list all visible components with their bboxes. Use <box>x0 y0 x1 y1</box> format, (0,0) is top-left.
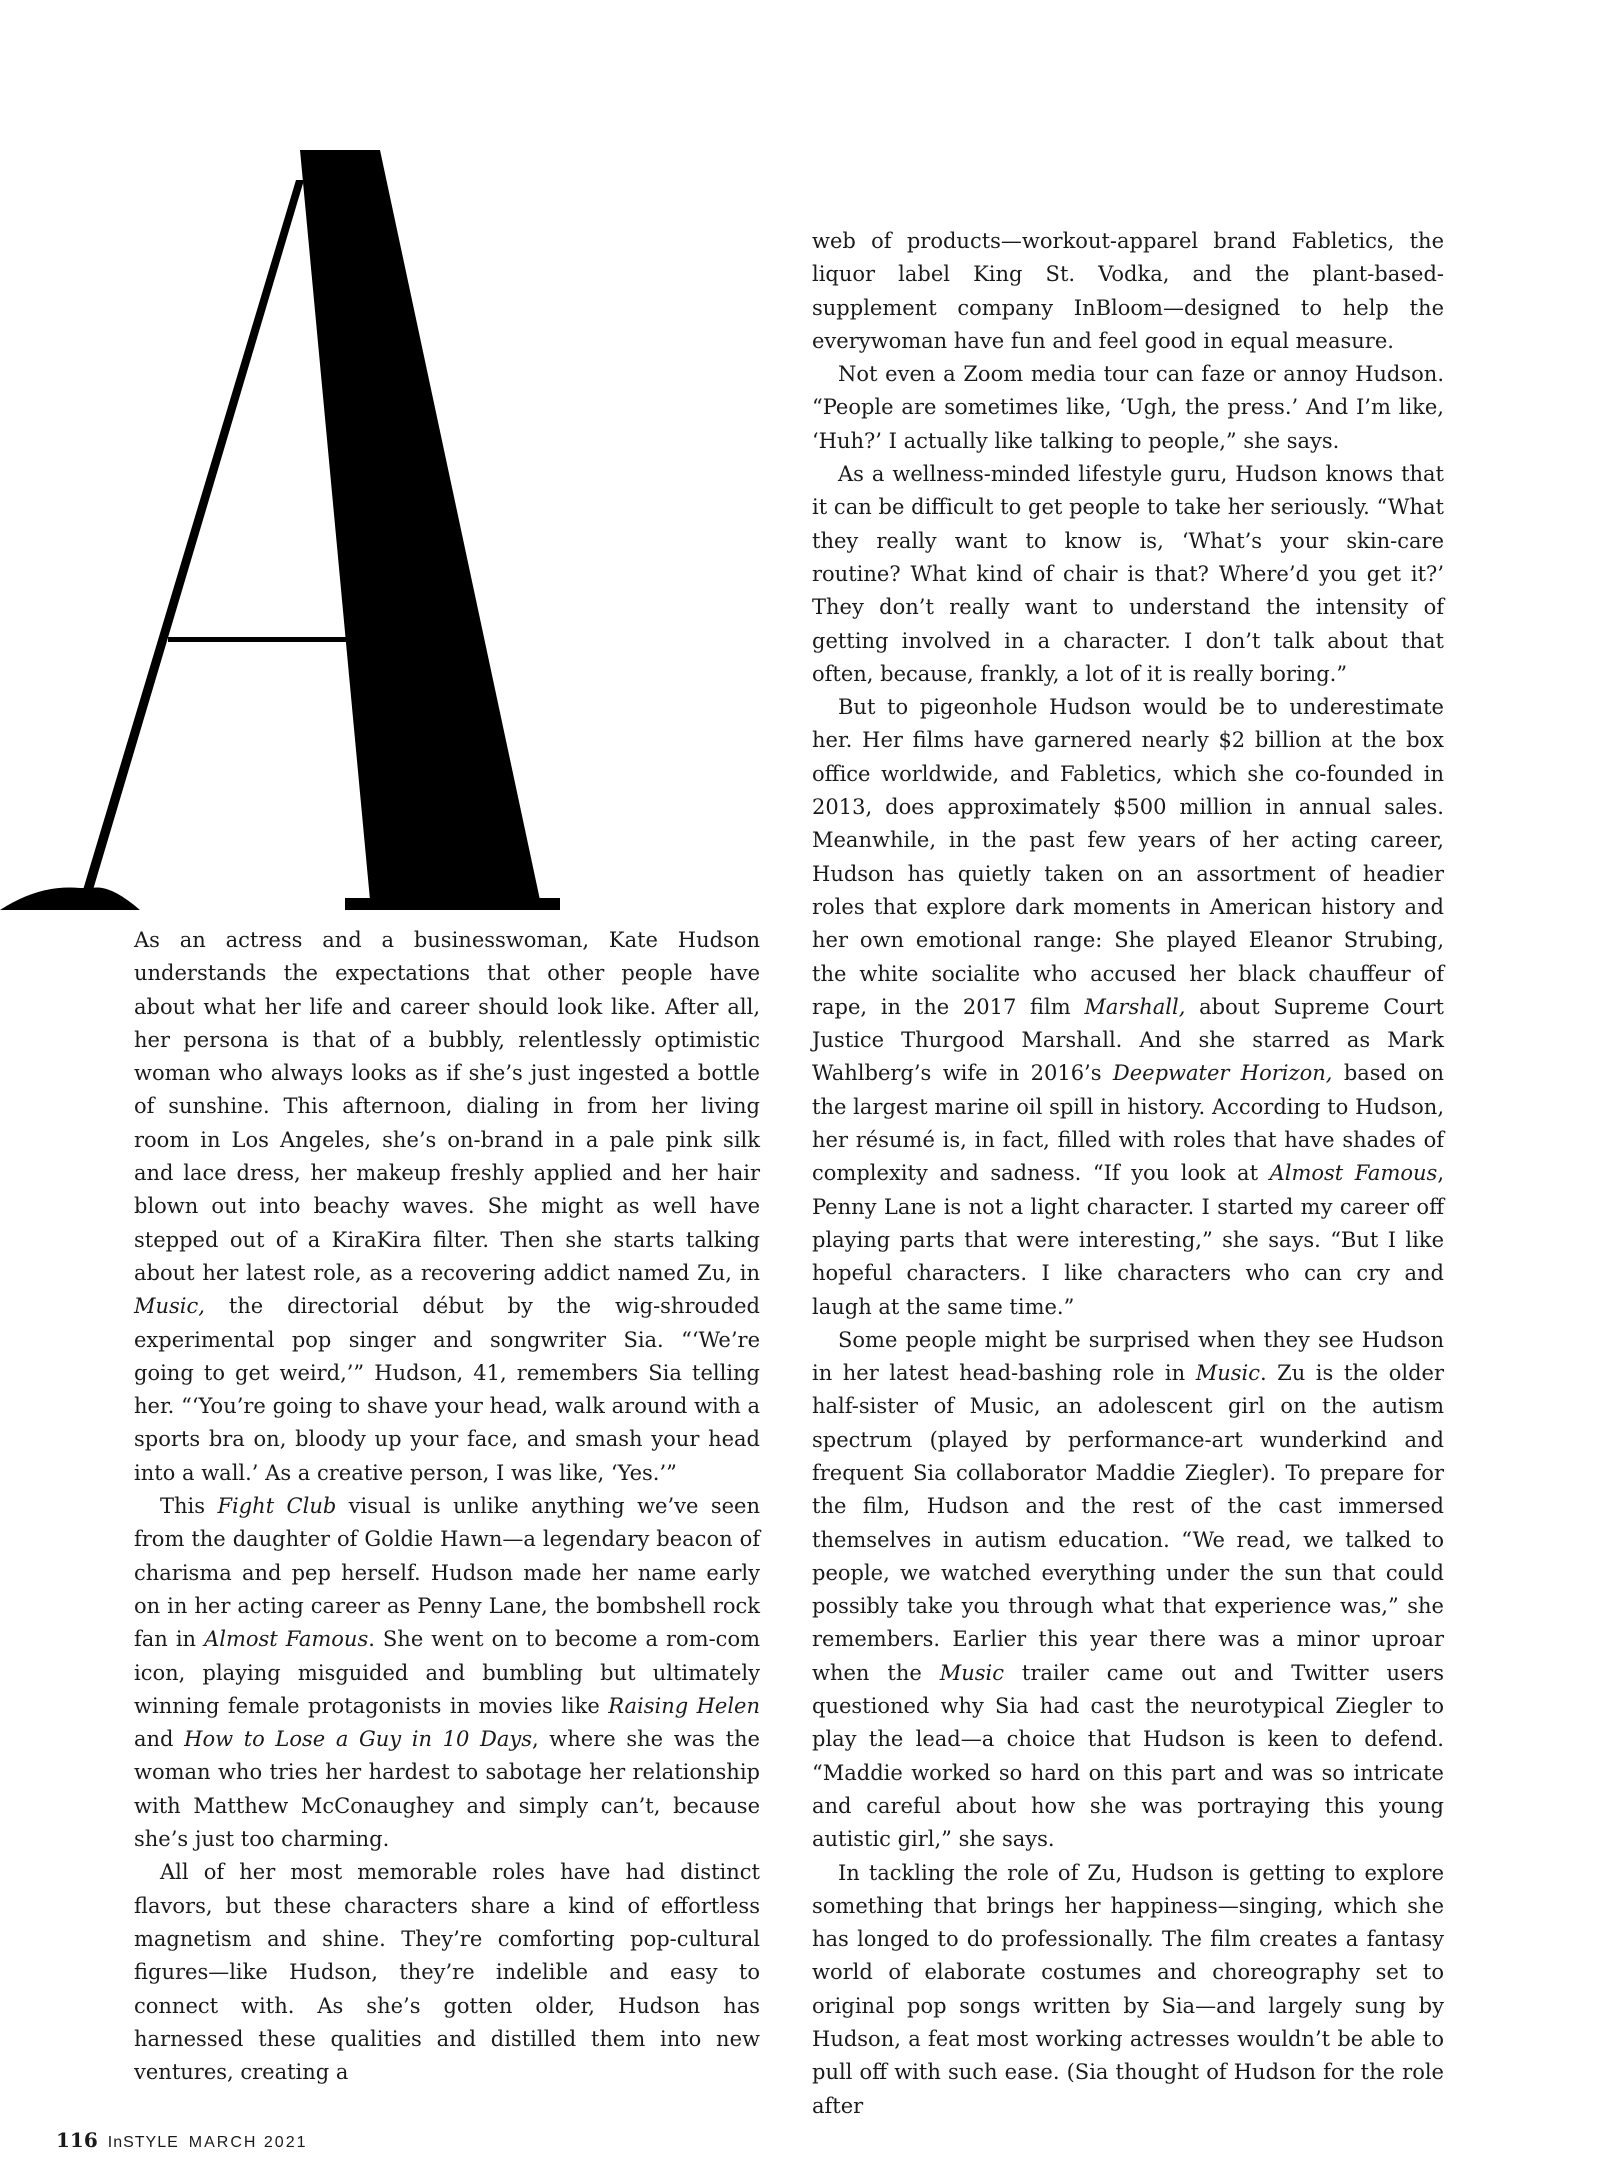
paragraph-text: , where she was the woman who tries her hardest to sabotage her relationship with Matthew McConaughey and simply can’t, because she’s just too charming. <box>134 1727 760 1852</box>
paragraph-text: In tackling the role of Zu, Hudson is getting to explore something that brings her happiness—singing, which she has longed to do professionally. The film creates a fantasy world of elaborate costumes and choreography set to original pop songs written by Sia—and largely sung by Hudson, a feat most working actresses wouldn’t be able to pull off with such ease. (Sia thought of Hudson for the role after <box>812 1860 1444 2118</box>
paragraph-text: But to pigeonhole Hudson would be to underestimate her. Her films have garnered nearly $2 billion at the box office worldwide, and Fabletics, which she co-founded in 2013, does approximately $500 million in annual sales. Meanwhile, in the past few years of her acting career, Hudson has quietly taken on an assortment of headier roles that explore dark moments in American history and her own emotional range: She played Eleanor Strubing, the white socialite who accused her black chauffeur of rape, in the 2017 film <box>812 695 1444 1019</box>
article-paragraph <box>812 1857 1444 2123</box>
paragraph-text: based on the largest marine oil spill in history. According to Hudson, her résumé is, in fact, filled with roles that have shades of complexity and sadness. “If you look at <box>812 1061 1444 1186</box>
italic-title-text: Deepwater Horizon, <box>1112 1061 1333 1086</box>
article-paragraph <box>134 924 760 1490</box>
article-paragraph <box>812 358 1444 458</box>
paragraph-text: As a wellness-minded lifestyle guru, Hudson knows that it can be difficult to get people to take her seriously. “What they really want to know is, ‘What’s your skin-care routine? What kind of chair is that? Where’d you get it?’ They don’t really want to understand the intensity of getting involved in a character. I don’t talk about that often, because, frankly, a lot of it is really boring.” <box>812 462 1444 686</box>
page-footer <box>56 2128 307 2152</box>
italic-title-text: How to Lose a Guy in 10 Days <box>184 1727 532 1752</box>
paragraph-text: This <box>160 1494 218 1519</box>
paragraph-text: and <box>134 1727 185 1752</box>
paragraph-text: visual is unlike anything we’ve seen from the daughter of Goldie Hawn—a legendary beacon of charisma and pep herself. Hudson made her name early on in her acting career as Penny Lane, the bombshell rock fan in <box>134 1494 760 1652</box>
italic-title-text: Almost Famous <box>1269 1161 1438 1186</box>
article-column-right <box>812 225 1444 2123</box>
paragraph-text: All of her most memorable roles have had distinct flavors, but these characters share a kind of effortless magnetism and shine. They’re comforting pop-cultural figures—like Hudson, they’re indelible and easy to connect with. As she’s gotten older, Hudson has harnessed these qualities and distilled them into new ventures, creating a <box>134 1860 760 2085</box>
dropcap-letter-a <box>0 140 560 920</box>
article-paragraph <box>812 458 1444 691</box>
italic-title-text: Music <box>939 1660 1004 1685</box>
article-column-left <box>134 924 760 2089</box>
issue-date: MARCH 2021 <box>188 2134 308 2151</box>
magazine-name: InSTYLE <box>107 2134 179 2151</box>
article-paragraph <box>134 1856 760 2089</box>
paragraph-text: Some people might be surprised when they see Hudson in her latest head-bashing role in <box>812 1327 1444 1386</box>
paragraph-text: about Supreme Court Justice Thurgood Marshall. And she starred as Mark Wahlberg’s wife in 2016’s <box>812 994 1444 1086</box>
article-paragraph <box>812 225 1444 358</box>
italic-title-text: Raising Helen <box>608 1693 761 1718</box>
italic-title-text: Almost Famous <box>204 1627 369 1652</box>
paragraph-text: As an actress and a businesswoman, Kate Hudson understands the expectations that other people have about what her life and career should look like. After all, her persona is that of a bubbly, relentlessly optimistic woman who always looks as if she’s just ingested a bottle of sunshine. This afternoon, dialing in from her living room in Los Angeles, she’s on-brand in a pale pink silk and lace dress, her makeup freshly applied and her hair blown out into beachy waves. She might as well have stepped out of a KiraKira filter. Then she starts talking about her latest role, as a recovering addict named Zu, in <box>134 928 760 1285</box>
italic-title-text: Marshall, <box>1084 994 1186 1019</box>
paragraph-text: Not even a Zoom media tour can faze or annoy Hudson. “People are sometimes like, ‘Ugh, the press.’ And I’m like, ‘Huh?’ I actually like talking to people,” she says. <box>812 362 1444 453</box>
paragraph-text: web of products—workout-apparel brand Fabletics, the liquor label King St. Vodka, and the plant-based-supplement company InBloom—designed to help the everywoman have fun and feel good in equal measure. <box>812 229 1444 353</box>
article-paragraph <box>812 1324 1444 1857</box>
paragraph-text: trailer came out and Twitter users questioned why Sia had cast the neurotypical Ziegler to play the lead—a choice that Hudson is keen to defend. “Maddie worked so hard on this part and was so intricate and careful about how she was portraying this young autistic girl,” she says. <box>812 1660 1444 1852</box>
article-paragraph <box>134 1490 760 1856</box>
article-paragraph <box>812 691 1444 1324</box>
page-number: 116 <box>56 2128 98 2152</box>
paragraph-text: . She went on to become a rom-com icon, playing misguided and bumbling but ultimately winning female protagonists in movies like <box>134 1627 760 1718</box>
paragraph-text: . Zu is the older half-sister of Music, an adolescent girl on the autism spectrum (played by performance-art wunderkind and frequent Sia collaborator Maddie Ziegler). To prepare for the film, Hudson and the rest of the cast immersed themselves in autism education. “We read, we talked to people, we watched everything under the sun that could possibly take you through what that experience was,” she remembers. Earlier this year there was a minor uproar when the <box>812 1361 1444 1685</box>
italic-title-text: Music <box>1195 1361 1260 1386</box>
italic-title-text: Music, <box>134 1294 205 1319</box>
paragraph-text: the directorial début by the wig-shrouded experimental pop singer and songwriter Sia. “‘We’re going to get weird,’” Hudson, 41, remembers Sia telling her. “‘You’re going to shave your head, walk around with a sports bra on, bloody up your face, and smash your head into a wall.’ As a creative person, I was like, ‘Yes.’” <box>134 1294 760 1485</box>
italic-title-text: Fight Club <box>217 1494 337 1519</box>
paragraph-text: , Penny Lane is not a light character. I started my career off playing parts that were interesting,” she says. “But I like hopeful characters. I like characters who can cry and laugh at the same time.” <box>812 1161 1444 1319</box>
